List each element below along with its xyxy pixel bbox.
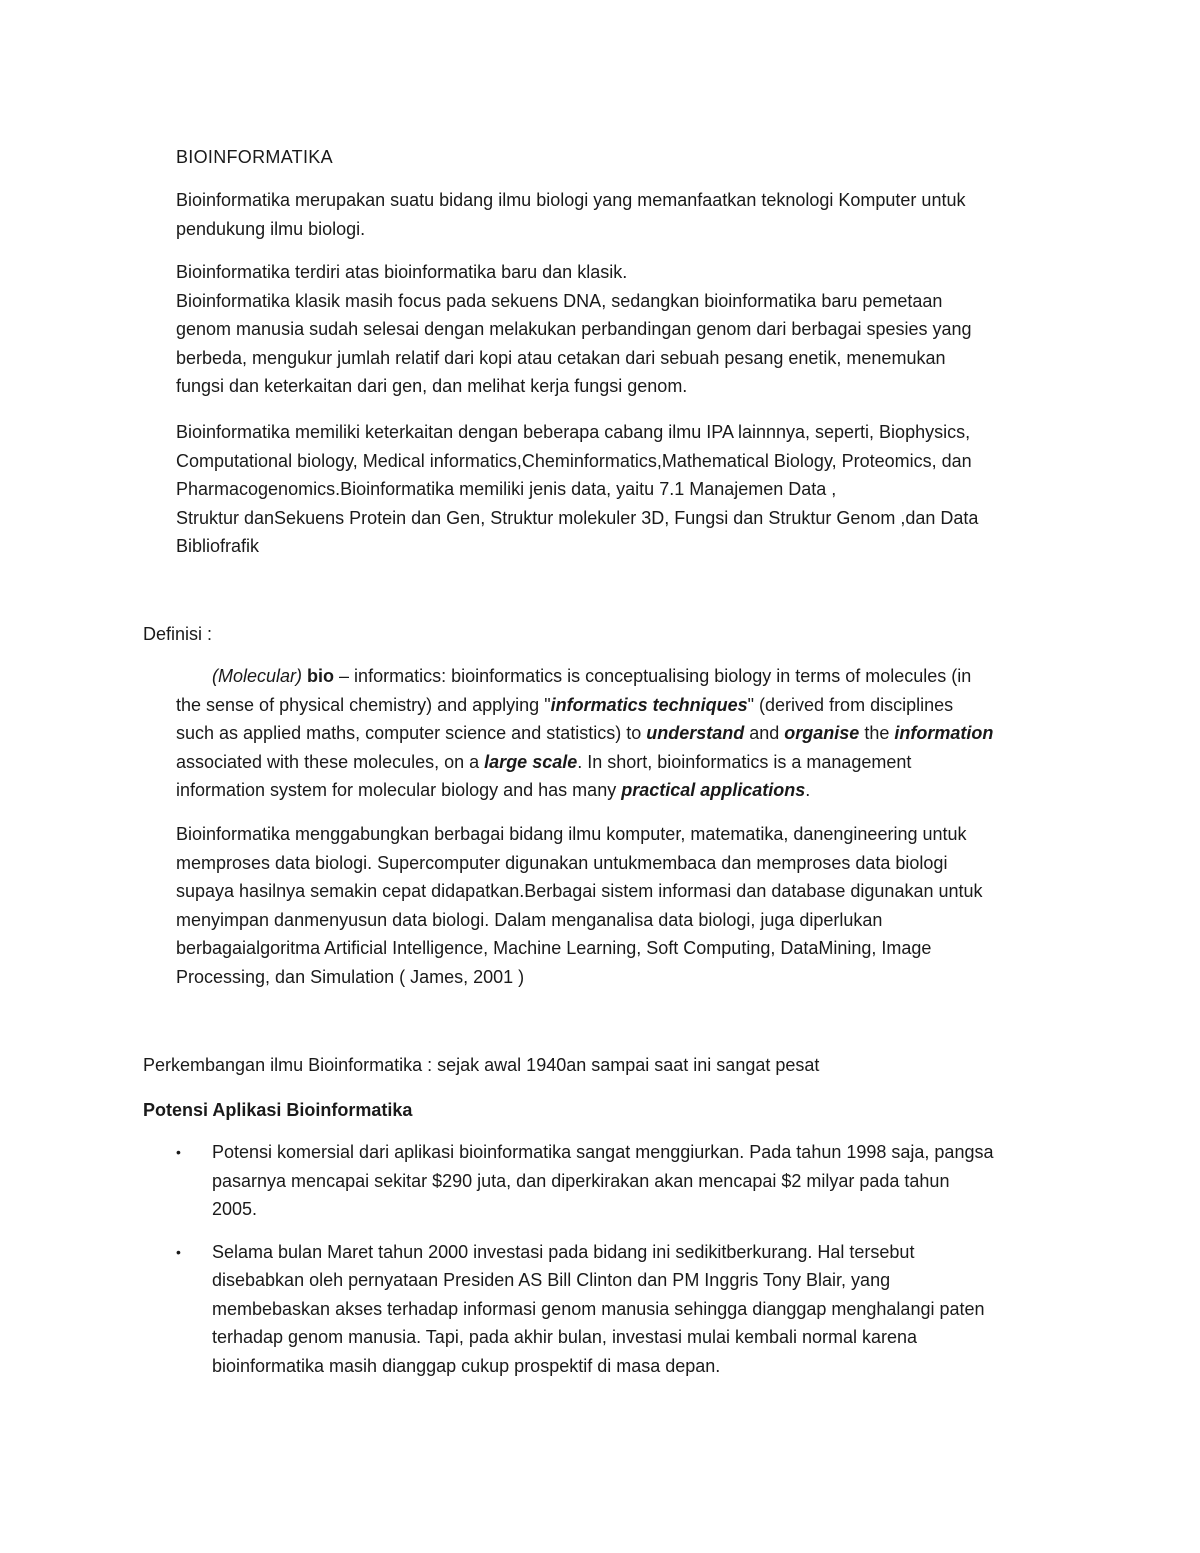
perkembangan-line: Perkembangan ilmu Bioinformatika : sejak awal 1940an sampai saat ini sangat pesat bbox=[143, 1055, 820, 1075]
text-line: Bibliofrafik bbox=[176, 536, 260, 556]
term-organise: organise bbox=[784, 723, 860, 743]
text-line: Potensi komersial dari aplikasi bioinformatika sangat menggiurkan. Pada tahun 1998 saja, pangsa bbox=[212, 1142, 994, 1162]
text-line: pendukung ilmu biologi. bbox=[176, 218, 366, 239]
text-line: Bioinformatika merupakan suatu bidang ilmu biologi yang memanfaatkan teknologi Komputer untuk bbox=[176, 190, 966, 210]
potensi-bullet-list bbox=[176, 1138, 1076, 1380]
text-line: Bioinformatika klasik masih focus pada sekuens DNA, sedangkan bioinformatika baru pemetaan bbox=[176, 290, 943, 311]
text-line: Bioinformatika menggabungkan berbagai bidang ilmu komputer, matematika, danengineering untuk bbox=[176, 824, 967, 844]
text-run: and bbox=[744, 723, 785, 743]
text-line: membebaskan akses terhadap informasi genom manusia sehingga dianggap menghalangi paten bbox=[212, 1298, 985, 1319]
text-run: " (derived from disciplines bbox=[747, 694, 954, 715]
text-line: berbeda, mengukur jumlah relatif dari kopi atau cetakan dari sebuah pesang enetik, menemukan bbox=[176, 347, 946, 368]
text-line: Struktur danSekuens Protein dan Gen, Struktur molekuler 3D, Fungsi dan Struktur Genom ,dan Data bbox=[176, 507, 979, 528]
paragraph-english-definition bbox=[176, 662, 1076, 805]
text-line: Selama bulan Maret tahun 2000 investasi pada bidang ini sedikitberkurang. Hal tersebut bbox=[212, 1241, 915, 1262]
paragraph-klasik-baru bbox=[176, 258, 1076, 401]
text-run: the sense of physical chemistry) and applying " bbox=[176, 694, 551, 715]
term-molecular: (Molecular) bbox=[212, 666, 303, 686]
text-run: such as applied maths, computer science and statistics) to bbox=[176, 723, 647, 743]
text-line: pasarnya mencapai sekitar $290 juta, dan diperkirakan akan mencapai $2 milyar pada tahun bbox=[212, 1170, 950, 1191]
text-line: Pharmacogenomics.Bioinformatika memiliki jenis data, yaitu 7.1 Manajemen Data , bbox=[176, 479, 837, 499]
text-line bbox=[176, 719, 1076, 748]
text-run: the bbox=[859, 723, 895, 743]
term-practical-applications: practical applications bbox=[621, 780, 806, 800]
paragraph-menggabungkan bbox=[176, 820, 1076, 991]
text-line: Processing, dan Simulation ( James, 2001 ) bbox=[176, 966, 525, 987]
text-line bbox=[176, 776, 1076, 805]
text-line: 2005. bbox=[212, 1199, 258, 1219]
text-line: disebabkan oleh pernyataan Presiden AS Bill Clinton dan PM Inggris Tony Blair, yang bbox=[212, 1270, 891, 1290]
text-line: menyimpan danmenyusun data biologi. Dalam menganalisa data biologi, juga diperlukan bbox=[176, 909, 883, 930]
text-line: terhadap genom manusia. Tapi, pada akhir bulan, investasi mulai kembali normal karena bbox=[212, 1327, 918, 1347]
list-item bbox=[176, 1138, 1076, 1224]
term-large-scale: large scale bbox=[484, 751, 578, 772]
text-line bbox=[176, 691, 1076, 720]
text-run: associated with these molecules, on a bbox=[176, 751, 485, 772]
text-line bbox=[176, 662, 1076, 691]
term-understand: understand bbox=[646, 723, 745, 743]
bullet-icon: • bbox=[176, 1144, 181, 1160]
text-run: . bbox=[805, 780, 811, 800]
text-line: genom manusia sudah selesai dengan melakukan perbandingan genom dari berbagai spesies yang bbox=[176, 319, 972, 339]
potensi-heading: Potensi Aplikasi Bioinformatika bbox=[143, 1100, 413, 1120]
text-line bbox=[176, 748, 1076, 777]
text-line: supaya hasilnya semakin cepat didapatkan.Berbagai sistem informasi dan database digunakan untuk bbox=[176, 881, 983, 901]
paragraph-definition-bioinformatika bbox=[176, 186, 1076, 243]
definisi-heading: Definisi : bbox=[143, 624, 213, 644]
document-title: BIOINFORMATIKA bbox=[176, 147, 333, 167]
paragraph-keterkaitan bbox=[176, 418, 1076, 561]
text-line: memproses data biologi. Supercomputer digunakan untukmembaca dan memproses data biologi bbox=[176, 852, 948, 873]
text-run: – informatics: bioinformatics is conceptualising biology in terms of molecules (in bbox=[334, 666, 972, 686]
text-line: Computational biology, Medical informatics,Cheminformatics,Mathematical Biology, Proteomics, dan bbox=[176, 450, 972, 471]
text-line: Bioinformatika terdiri atas bioinformatika baru dan klasik. bbox=[176, 262, 628, 282]
text-run: . In short, bioinformatics is a management bbox=[577, 751, 912, 772]
term-bio: bio bbox=[307, 666, 335, 686]
text-line: fungsi dan keterkaitan dari gen, dan melihat kerja fungsi genom. bbox=[176, 376, 688, 396]
text-run: information system for molecular biology and has many bbox=[176, 780, 622, 800]
term-information: information bbox=[894, 723, 994, 743]
text-line: bioinformatika masih dianggap cukup prospektif di masa depan. bbox=[212, 1355, 721, 1376]
text-line: Bioinformatika memiliki keterkaitan dengan beberapa cabang ilmu IPA lainnnya, seperti, Biophysics, bbox=[176, 422, 971, 442]
text-line: berbagaialgoritma Artificial Intelligence, Machine Learning, Soft Computing, DataMining, Image bbox=[176, 938, 932, 958]
term-informatics-techniques: informatics techniques bbox=[550, 694, 748, 715]
list-item bbox=[176, 1238, 1076, 1381]
bullet-icon: • bbox=[176, 1243, 181, 1260]
